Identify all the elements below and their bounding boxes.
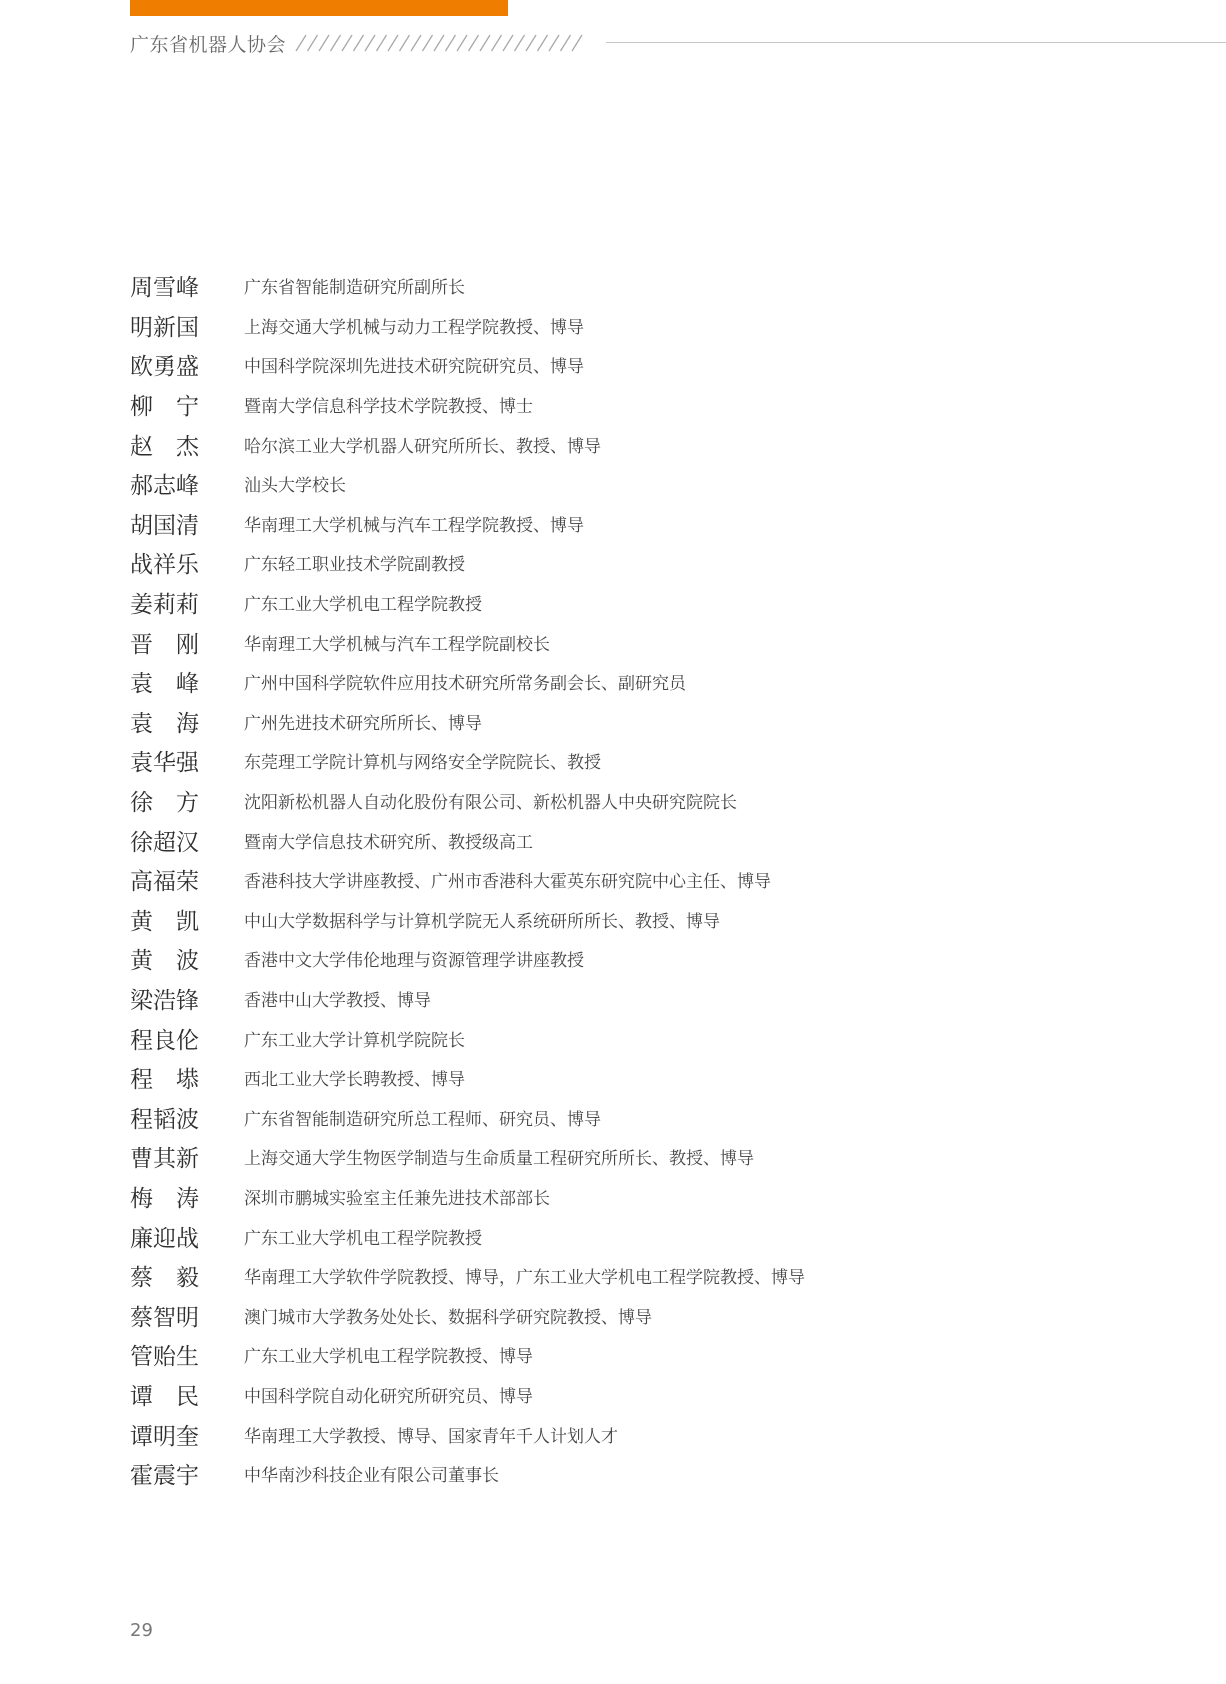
member-name: 蔡 毅 bbox=[130, 1265, 199, 1292]
member-row bbox=[130, 1256, 1130, 1296]
member-row bbox=[130, 424, 1130, 464]
member-title: 中国科学院自动化研究所研究员、博导 bbox=[244, 1386, 533, 1407]
member-row bbox=[130, 979, 1130, 1019]
member-title: 广东工业大学机电工程学院教授 bbox=[244, 595, 482, 616]
member-list bbox=[130, 266, 1130, 1493]
member-row bbox=[130, 1216, 1130, 1256]
member-title: 深圳市鹏城实验室主任兼先进技术部部长 bbox=[244, 1188, 550, 1209]
member-row bbox=[130, 266, 1130, 306]
member-name: 高福荣 bbox=[130, 869, 199, 896]
member-row bbox=[130, 741, 1130, 781]
member-title: 香港中山大学教授、博导 bbox=[244, 990, 431, 1011]
member-title: 广东工业大学机电工程学院教授 bbox=[244, 1228, 482, 1249]
member-name: 梅 涛 bbox=[130, 1185, 199, 1212]
member-name: 徐超汉 bbox=[130, 829, 199, 856]
member-row bbox=[130, 306, 1130, 346]
member-name: 袁 峰 bbox=[130, 671, 199, 698]
member-row bbox=[130, 1137, 1130, 1177]
page-number: 29 bbox=[130, 1620, 153, 1641]
member-row bbox=[130, 385, 1130, 425]
member-name: 袁华强 bbox=[130, 750, 199, 777]
member-row bbox=[130, 900, 1130, 940]
organization-name: 广东省机器人协会 bbox=[130, 34, 287, 56]
member-name: 梁浩锋 bbox=[130, 987, 199, 1014]
member-row bbox=[130, 1414, 1130, 1454]
member-row bbox=[130, 1335, 1130, 1375]
member-name: 曹其新 bbox=[130, 1146, 199, 1173]
member-name: 姜莉莉 bbox=[130, 592, 199, 619]
member-name: 徐 方 bbox=[130, 790, 199, 817]
member-row bbox=[130, 345, 1130, 385]
member-title: 上海交通大学机械与动力工程学院教授、博导 bbox=[244, 317, 584, 338]
member-title: 广东工业大学机电工程学院教授、博导 bbox=[244, 1347, 533, 1368]
member-title: 澳门城市大学教务处处长、数据科学研究院教授、博导 bbox=[244, 1307, 652, 1328]
member-row bbox=[130, 1058, 1130, 1098]
member-title: 哈尔滨工业大学机器人研究所所长、教授、博导 bbox=[244, 436, 601, 457]
member-title: 广东轻工职业技术学院副教授 bbox=[244, 555, 465, 576]
member-title: 上海交通大学生物医学制造与生命质量工程研究所所长、教授、博导 bbox=[244, 1149, 754, 1170]
member-title: 华南理工大学教授、博导、国家青年千人计划人才 bbox=[244, 1426, 618, 1447]
member-row bbox=[130, 820, 1130, 860]
member-row bbox=[130, 504, 1130, 544]
member-name: 柳 宁 bbox=[130, 394, 199, 421]
member-title: 香港科技大学讲座教授、广州市香港科大霍英东研究院中心主任、博导 bbox=[244, 872, 771, 893]
member-title: 华南理工大学机械与汽车工程学院教授、博导 bbox=[244, 515, 584, 536]
member-name: 谭 民 bbox=[130, 1383, 199, 1410]
member-row bbox=[130, 543, 1130, 583]
member-row bbox=[130, 583, 1130, 623]
member-name: 廉迎战 bbox=[130, 1225, 199, 1252]
member-name: 郝志峰 bbox=[130, 473, 199, 500]
member-title: 广东工业大学计算机学院院长 bbox=[244, 1030, 465, 1051]
member-title: 广州先进技术研究所所长、博导 bbox=[244, 713, 482, 734]
member-row bbox=[130, 702, 1130, 742]
member-name: 蔡智明 bbox=[130, 1304, 199, 1331]
member-title: 华南理工大学机械与汽车工程学院副校长 bbox=[244, 634, 550, 655]
member-title: 东莞理工学院计算机与网络安全学院院长、教授 bbox=[244, 753, 601, 774]
member-row bbox=[130, 1375, 1130, 1415]
member-name: 谭明奎 bbox=[130, 1423, 199, 1450]
member-row bbox=[130, 622, 1130, 662]
member-title: 汕头大学校长 bbox=[244, 476, 346, 497]
member-name: 胡国清 bbox=[130, 512, 199, 539]
member-name: 霍震宇 bbox=[130, 1463, 199, 1490]
member-row bbox=[130, 1177, 1130, 1217]
member-row bbox=[130, 860, 1130, 900]
page-header bbox=[130, 28, 1226, 58]
member-title: 广东省智能制造研究所总工程师、研究员、博导 bbox=[244, 1109, 601, 1130]
member-name: 明新国 bbox=[130, 314, 199, 341]
member-name: 袁 海 bbox=[130, 710, 199, 737]
member-row bbox=[130, 939, 1130, 979]
member-row bbox=[130, 1018, 1130, 1058]
member-name: 程韬波 bbox=[130, 1106, 199, 1133]
member-title: 广东省智能制造研究所副所长 bbox=[244, 278, 465, 299]
member-name: 晋 刚 bbox=[130, 631, 199, 658]
member-name: 赵 杰 bbox=[130, 433, 199, 460]
member-name: 战祥乐 bbox=[130, 552, 199, 579]
member-name: 黄 凯 bbox=[130, 908, 199, 935]
member-title: 暨南大学信息科学技术学院教授、博士 bbox=[244, 397, 533, 418]
slash-decoration-icon bbox=[294, 31, 586, 55]
member-row bbox=[130, 464, 1130, 504]
member-name: 管贻生 bbox=[130, 1344, 199, 1371]
member-title: 广州中国科学院软件应用技术研究所常务副会长、副研究员 bbox=[244, 674, 686, 695]
member-row bbox=[130, 1097, 1130, 1137]
member-row bbox=[130, 662, 1130, 702]
member-title: 西北工业大学长聘教授、博导 bbox=[244, 1070, 465, 1091]
member-title: 中华南沙科技企业有限公司董事长 bbox=[244, 1466, 499, 1487]
member-row bbox=[130, 781, 1130, 821]
member-title: 华南理工大学软件学院教授、博导，广东工业大学机电工程学院教授、博导 bbox=[244, 1268, 805, 1289]
member-name: 程 塨 bbox=[130, 1067, 199, 1094]
member-row bbox=[130, 1454, 1130, 1494]
member-title: 香港中文大学伟伦地理与资源管理学讲座教授 bbox=[244, 951, 584, 972]
member-name: 黄 波 bbox=[130, 948, 199, 975]
member-row bbox=[130, 1295, 1130, 1335]
member-name: 程良伦 bbox=[130, 1027, 199, 1054]
member-title: 中国科学院深圳先进技术研究院研究员、博导 bbox=[244, 357, 584, 378]
header-accent-bar bbox=[130, 0, 508, 16]
member-title: 沈阳新松机器人自动化股份有限公司、新松机器人中央研究院院长 bbox=[244, 793, 737, 814]
member-title: 中山大学数据科学与计算机学院无人系统研所所长、教授、博导 bbox=[244, 911, 720, 932]
member-title: 暨南大学信息技术研究所、教授级高工 bbox=[244, 832, 533, 853]
member-name: 周雪峰 bbox=[130, 275, 199, 302]
member-name: 欧勇盛 bbox=[130, 354, 199, 381]
header-divider bbox=[606, 42, 1226, 43]
